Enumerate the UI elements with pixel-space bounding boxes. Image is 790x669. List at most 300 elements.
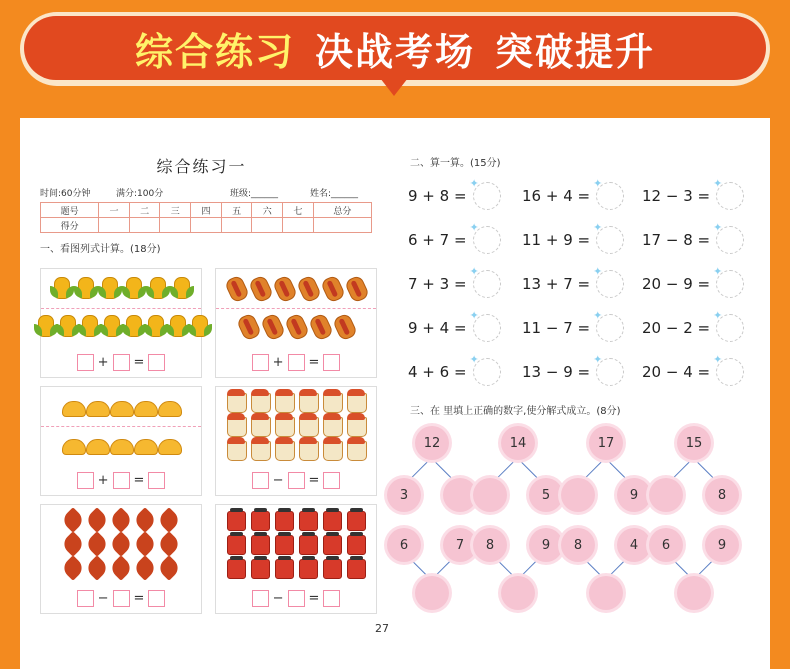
picture-row [216, 415, 376, 437]
sparkle-icon: ✦ [469, 353, 479, 366]
jar-icon [225, 533, 247, 555]
leaf-icon-shape [60, 555, 85, 580]
hotdog-icon [285, 315, 307, 337]
hotdog-icon [237, 315, 259, 337]
section3-title: 三、在 里填上正确的数字,使分解式成立。(8分) [410, 406, 621, 417]
leaf-icon-shape [156, 555, 181, 580]
calc-problem [642, 265, 744, 298]
bun-icon-shape [62, 439, 86, 455]
answer-circle[interactable] [593, 177, 624, 210]
flower-cell[interactable] [589, 576, 623, 610]
corn-icon [34, 315, 54, 337]
cake-icon [297, 415, 319, 437]
corn-icon-shape [102, 277, 118, 299]
cake-icon [321, 415, 343, 437]
sparkle-icon: ✦ [713, 309, 723, 322]
leaf-icon [110, 557, 132, 579]
score-value-cell[interactable] [252, 218, 283, 233]
equals-sign: = [308, 355, 320, 370]
bun-icon [110, 433, 132, 455]
hotdog-icon [249, 277, 271, 299]
calc-expression: 7 + 3 = [408, 275, 467, 293]
dashed-divider [216, 308, 376, 309]
cake-icon [297, 391, 319, 413]
bun-icon-shape [134, 439, 158, 455]
calc-expression: 20 − 4 = [642, 363, 711, 381]
cake-icon [345, 391, 367, 413]
operator: − [272, 473, 284, 488]
hotdog-icon [297, 277, 319, 299]
jar-icon-shape [227, 535, 246, 555]
flower-cell[interactable] [649, 478, 683, 512]
answer-circle[interactable] [469, 265, 501, 298]
corn-icon [188, 315, 208, 337]
leaf-icon-shape [156, 531, 181, 556]
hotdog-icon [321, 277, 343, 299]
corn-icon [122, 315, 142, 337]
cake-icon [225, 415, 247, 437]
jar-icon-shape [227, 559, 246, 579]
corn-icon-shape [148, 315, 164, 337]
hotdog-icon-shape [272, 274, 298, 303]
operator: − [97, 591, 109, 606]
sparkle-icon: ✦ [713, 265, 723, 278]
leaf-icon [158, 557, 180, 579]
jar-icon [273, 509, 295, 531]
leaf-icon-shape [84, 507, 109, 532]
picture-row [41, 557, 201, 579]
operator: + [97, 473, 109, 488]
connector-line [409, 457, 432, 480]
cake-icon [297, 439, 319, 461]
picture-row [41, 315, 201, 337]
jar-icon [297, 557, 319, 579]
corn-icon [56, 315, 76, 337]
bun-icon-shape [158, 439, 182, 455]
cake-icon [321, 391, 343, 413]
equals-sign: = [308, 591, 320, 606]
corn-icon-shape [104, 315, 120, 337]
calc-problem [642, 177, 744, 210]
equation-row [41, 354, 201, 371]
equation-row [216, 472, 376, 489]
answer-box[interactable] [288, 590, 305, 607]
score-header-cell: 三 [160, 203, 191, 218]
answer-box[interactable] [77, 472, 94, 489]
corn-icon-shape [174, 277, 190, 299]
cake-icon-shape [323, 393, 343, 413]
jar-icon-shape [275, 535, 294, 555]
answer-box[interactable] [113, 354, 130, 371]
jar-icon-shape [347, 535, 366, 555]
hotdog-icon-shape [224, 274, 250, 303]
score-value-cell[interactable] [313, 218, 371, 233]
connector-line [495, 457, 518, 480]
jar-icon-shape [251, 559, 270, 579]
flower-cell[interactable] [677, 576, 711, 610]
score-value-cell[interactable] [283, 218, 314, 233]
hotdog-icon [225, 277, 247, 299]
calc-expression: 9 + 8 = [408, 187, 467, 205]
picture-row [216, 391, 376, 413]
flower-cell[interactable] [561, 478, 595, 512]
cake-icon-shape [275, 393, 295, 413]
cake-icon [273, 439, 295, 461]
bun-icon [86, 395, 108, 417]
hotdog-icon [309, 315, 331, 337]
connector-line [431, 458, 454, 481]
calc-problem [522, 265, 624, 298]
section1-title: 一、看图列式计算。(18分) [40, 244, 161, 255]
answer-circle[interactable] [469, 309, 501, 342]
score-value-cell[interactable] [191, 218, 222, 233]
bun-icon [158, 395, 180, 417]
dashed-divider [41, 426, 201, 427]
connector-line [517, 458, 540, 481]
connector-line [693, 458, 716, 481]
jar-icon-shape [299, 559, 318, 579]
calc-problem [408, 177, 501, 210]
meta-time: 时间:60分钟 [40, 189, 91, 199]
score-header-cell: 七 [283, 203, 314, 218]
score-value-cell[interactable] [99, 218, 130, 233]
jar-icon [345, 533, 367, 555]
picture-box [40, 504, 202, 614]
jar-icon-shape [275, 511, 294, 531]
leaf-icon [86, 533, 108, 555]
cake-icon-shape [347, 417, 367, 437]
answer-circle[interactable] [593, 221, 624, 254]
corn-icon-shape [126, 277, 142, 299]
score-value-cell[interactable] [221, 218, 252, 233]
leaf-icon-shape [108, 507, 133, 532]
picture-row [41, 433, 201, 455]
answer-box[interactable] [113, 472, 130, 489]
score-header-row [41, 203, 372, 218]
calc-problem [642, 309, 744, 342]
corn-icon [122, 277, 144, 299]
jar-icon-shape [251, 535, 270, 555]
corn-icon-shape [192, 315, 208, 337]
leaf-icon-shape [108, 531, 133, 556]
jar-icon-shape [323, 535, 342, 555]
answer-circle[interactable] [713, 309, 744, 342]
answer-box[interactable] [323, 590, 340, 607]
flower-cell[interactable] [443, 478, 477, 512]
corn-icon-shape [126, 315, 142, 337]
leaf-icon [62, 509, 84, 531]
jar-icon [321, 509, 343, 531]
cake-icon-shape [347, 393, 367, 413]
answer-box[interactable] [77, 354, 94, 371]
corn-icon [78, 315, 98, 337]
jar-icon-shape [275, 559, 294, 579]
connector-line [605, 458, 628, 481]
answer-box[interactable] [323, 354, 340, 371]
bun-icon-shape [86, 401, 110, 417]
picture-row [41, 533, 201, 555]
jar-icon [273, 533, 295, 555]
flower-cell: 6 [387, 528, 421, 562]
answer-circle[interactable] [713, 265, 744, 298]
leaf-icon [134, 557, 156, 579]
calc-expression: 6 + 7 = [408, 231, 467, 249]
cake-icon-shape [227, 393, 247, 413]
hotdog-icon [345, 277, 367, 299]
sparkle-icon: ✦ [713, 353, 723, 366]
answer-circle[interactable] [469, 177, 501, 210]
hotdog-icon-shape [260, 312, 286, 341]
hotdog-icon [261, 315, 283, 337]
page-title: 综合练习一 [156, 157, 247, 176]
calc-problem [408, 265, 501, 298]
banner-part1: 综合练习 [134, 29, 295, 74]
leaf-icon-shape [60, 531, 85, 556]
flower-cell[interactable] [501, 576, 535, 610]
score-value-row [41, 218, 372, 233]
flower-cell: 12 [415, 426, 449, 460]
calc-expression: 12 − 3 = [642, 187, 711, 205]
bun-icon-shape [62, 401, 86, 417]
calc-expression: 20 − 2 = [642, 319, 711, 337]
score-value-cell[interactable] [129, 218, 160, 233]
connector-line [671, 457, 694, 480]
hotdog-icon-shape [344, 274, 370, 303]
bun-icon-shape [158, 401, 182, 417]
score-value-cell: 得分 [41, 218, 99, 233]
answer-circle[interactable] [593, 265, 624, 298]
picture-row [216, 557, 376, 579]
hotdog-icon-shape [320, 274, 346, 303]
section2-title: 二、算一算。(15分) [410, 158, 501, 169]
jar-icon-shape [323, 511, 342, 531]
answer-box[interactable] [148, 590, 165, 607]
score-header-cell: 一 [99, 203, 130, 218]
flower-cell: 9 [529, 528, 563, 562]
answer-circle[interactable] [593, 309, 624, 342]
jar-icon-shape [227, 511, 246, 531]
score-header-cell: 五 [221, 203, 252, 218]
hotdog-icon-shape [296, 274, 322, 303]
sparkle-icon: ✦ [593, 221, 603, 234]
answer-box[interactable] [252, 354, 269, 371]
meta-name: 姓名:______ [310, 189, 359, 199]
answer-box[interactable] [77, 590, 94, 607]
jar-icon [345, 509, 367, 531]
jar-icon-shape [347, 559, 366, 579]
jar-icon-shape [299, 535, 318, 555]
meta-class: 班级:______ [230, 189, 279, 199]
equals-sign: = [133, 473, 145, 488]
calc-problem [522, 309, 624, 342]
leaf-icon [86, 509, 108, 531]
cake-icon [225, 391, 247, 413]
calc-expression: 11 + 9 = [522, 231, 591, 249]
banner-pill [24, 16, 766, 80]
hotdog-icon-shape [236, 312, 262, 341]
picture-box [40, 386, 202, 496]
leaf-icon-shape [156, 507, 181, 532]
cake-icon-shape [323, 417, 343, 437]
cake-icon-shape [323, 441, 343, 461]
cake-icon-shape [275, 441, 295, 461]
answer-box[interactable] [113, 590, 130, 607]
banner-part2: 决战考场 [314, 29, 475, 74]
picture-row [216, 277, 376, 299]
cake-icon [273, 391, 295, 413]
worksheet [20, 118, 770, 669]
jar-icon-shape [251, 511, 270, 531]
picture-row [41, 395, 201, 417]
leaf-icon-shape [132, 507, 157, 532]
corn-icon-shape [82, 315, 98, 337]
jar-icon-shape [299, 511, 318, 531]
cake-icon-shape [299, 417, 319, 437]
flower-cell: 6 [649, 528, 683, 562]
leaf-icon [158, 533, 180, 555]
sparkle-icon: ✦ [593, 177, 603, 190]
picture-row [41, 509, 201, 531]
answer-box[interactable] [252, 590, 269, 607]
picture-row [216, 509, 376, 531]
jar-icon-shape [323, 559, 342, 579]
jar-icon [249, 533, 271, 555]
dashed-divider [41, 308, 201, 309]
jar-icon [273, 557, 295, 579]
corn-icon [100, 315, 120, 337]
picture-box [215, 504, 377, 614]
corn-icon [74, 277, 96, 299]
flower-cell: 14 [501, 426, 535, 460]
equals-sign: = [133, 355, 145, 370]
bun-icon [158, 433, 180, 455]
flower-cell: 5 [529, 478, 563, 512]
picture-box [40, 268, 202, 378]
bun-icon [110, 395, 132, 417]
equation-row [216, 590, 376, 607]
cake-icon [249, 439, 271, 461]
calc-expression: 4 + 6 = [408, 363, 467, 381]
leaf-icon-shape [60, 507, 85, 532]
bun-icon [86, 433, 108, 455]
bun-icon-shape [110, 401, 134, 417]
hotdog-icon [333, 315, 355, 337]
calc-expression: 17 − 8 = [642, 231, 711, 249]
jar-icon [249, 557, 271, 579]
corn-icon [144, 315, 164, 337]
leaf-icon-shape [132, 555, 157, 580]
equation-row [216, 354, 376, 371]
flower-cell[interactable] [415, 576, 449, 610]
answer-box[interactable] [288, 354, 305, 371]
calc-problem [408, 353, 501, 386]
leaf-icon [62, 557, 84, 579]
banner-pointer [380, 78, 408, 96]
answer-circle[interactable] [469, 221, 501, 254]
cake-icon-shape [251, 441, 271, 461]
leaf-icon [86, 557, 108, 579]
picture-row [216, 439, 376, 461]
calc-expression: 13 + 7 = [522, 275, 591, 293]
calc-expression: 9 + 4 = [408, 319, 467, 337]
banner-part3: 突破提升 [495, 29, 656, 74]
flower-cell: 4 [617, 528, 651, 562]
corn-icon-shape [54, 277, 70, 299]
answer-circle[interactable] [713, 221, 744, 254]
score-header-cell: 二 [129, 203, 160, 218]
answer-circle[interactable] [713, 353, 744, 386]
calc-expression: 13 − 9 = [522, 363, 591, 381]
score-value-cell[interactable] [160, 218, 191, 233]
picture-row [216, 315, 376, 337]
flower-cell: 8 [705, 478, 739, 512]
leaf-icon-shape [84, 555, 109, 580]
answer-box[interactable] [148, 472, 165, 489]
hotdog-icon [273, 277, 295, 299]
flower-cell: 3 [387, 478, 421, 512]
leaf-icon [110, 509, 132, 531]
answer-box[interactable] [323, 472, 340, 489]
score-header-cell: 题号 [41, 203, 99, 218]
answer-box[interactable] [148, 354, 165, 371]
cake-icon [225, 439, 247, 461]
equals-sign: = [308, 473, 320, 488]
flower-cell[interactable] [473, 478, 507, 512]
cake-icon-shape [299, 393, 319, 413]
answer-circle[interactable] [713, 177, 744, 210]
sparkle-icon: ✦ [469, 177, 479, 190]
answer-box[interactable] [288, 472, 305, 489]
calc-problem [642, 353, 744, 386]
cake-icon-shape [275, 417, 295, 437]
flower-cell: 9 [705, 528, 739, 562]
bun-icon [62, 395, 84, 417]
calc-problem [408, 309, 501, 342]
calc-expression: 11 − 7 = [522, 319, 591, 337]
connector-line [583, 457, 606, 480]
leaf-icon [62, 533, 84, 555]
answer-circle[interactable] [593, 353, 624, 386]
bun-icon [134, 433, 156, 455]
sparkle-icon: ✦ [593, 309, 603, 322]
corn-icon-shape [170, 315, 186, 337]
leaf-icon-shape [108, 555, 133, 580]
leaf-icon [110, 533, 132, 555]
equation-row [41, 472, 201, 489]
answer-circle[interactable] [469, 353, 501, 386]
left-page [34, 118, 369, 669]
flower-cell: 8 [473, 528, 507, 562]
picture-row [41, 277, 201, 299]
picture-box [215, 386, 377, 496]
calc-problem [522, 221, 624, 254]
cake-icon-shape [251, 417, 271, 437]
hotdog-icon-shape [308, 312, 334, 341]
cake-icon [321, 439, 343, 461]
leaf-icon-shape [84, 531, 109, 556]
corn-icon [146, 277, 168, 299]
corn-icon [50, 277, 72, 299]
cake-icon [273, 415, 295, 437]
corn-icon-shape [78, 277, 94, 299]
operator: + [272, 355, 284, 370]
answer-box[interactable] [252, 472, 269, 489]
leaf-icon-shape [132, 531, 157, 556]
sparkle-icon: ✦ [469, 265, 479, 278]
score-header-cell: 六 [252, 203, 283, 218]
corn-icon [98, 277, 120, 299]
jar-icon-shape [347, 511, 366, 531]
